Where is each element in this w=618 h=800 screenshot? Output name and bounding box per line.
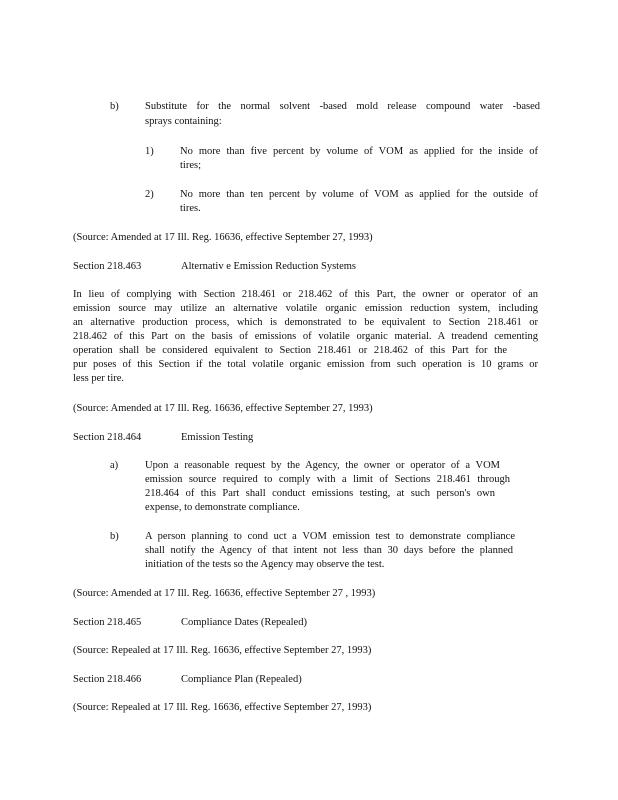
sub-item-2-line-1: No more than ten percent by volume of VOM as applied for the outside of (180, 189, 538, 200)
source-note-1: (Source: Amended at 17 Ill. Reg. 16636, effective September 27, 1993) (73, 232, 373, 243)
section-218-464-number: Section 218.464 (73, 432, 142, 443)
para-463-line-2: emission source may utilize an alternative volatile organic emission reduction system, including (73, 303, 538, 314)
item-a-line-2: emission source required to comply with a limit of Sections 218.461 through (145, 474, 510, 485)
section-218-466-title: Compliance Plan (Repealed) (181, 674, 302, 685)
item-b2-line-3: initiation of the tests so the Agency may observe the test. (145, 559, 385, 570)
item-a-label: a) (110, 460, 119, 471)
sub-item-2-label: 2) (145, 189, 154, 200)
source-note-4: (Source: Repealed at 17 Ill. Reg. 16636, effective September 27, 1993) (73, 645, 372, 656)
item-b-line-1: Substitute for the normal solvent -based mold release compound water -based (145, 101, 540, 112)
section-218-464-title: Emission Testing (181, 432, 254, 443)
item-a-line-1: Upon a reasonable request by the Agency, the owner or operator of a VOM (145, 460, 500, 471)
item-b-line-2: sprays containing: (145, 116, 222, 127)
section-218-466-number: Section 218.466 (73, 674, 142, 685)
para-463-line-4: 218.462 of this Part on the basis of emissions of volatile organic material. A treadend cementing (73, 331, 538, 342)
item-a-line-3: 218.464 of this Part shall conduct emissions testing, at such person's own (145, 488, 495, 499)
para-463-line-7: less per tire. (73, 373, 125, 384)
para-463-line-5: operation shall be considered equivalent to Section 218.461 or 218.462 of this Part for the (73, 345, 507, 356)
sub-item-1-label: 1) (145, 146, 154, 157)
source-note-5: (Source: Repealed at 17 Ill. Reg. 16636, effective September 27, 1993) (73, 702, 372, 713)
para-463-line-6: pur poses of this Section if the total volatile organic emission from such operation is 10 grams or (73, 359, 538, 370)
sub-item-1-line-1: No more than five percent by volume of VOM as applied for the inside of (180, 146, 538, 157)
item-b2-label: b) (110, 531, 119, 542)
item-b2-line-2: shall notify the Agency of that intent not less than 30 days before the planned (145, 545, 513, 556)
item-a-line-4: expense, to demonstrate compliance. (145, 502, 300, 513)
para-463-line-1: In lieu of complying with Section 218.461 or 218.462 of this Part, the owner or operator of an (73, 289, 538, 300)
section-218-465-title: Compliance Dates (Repealed) (181, 617, 307, 628)
source-note-2: (Source: Amended at 17 Ill. Reg. 16636, effective September 27, 1993) (73, 403, 373, 414)
sub-item-1-line-2: tires; (180, 160, 201, 171)
item-b2-line-1: A person planning to cond uct a VOM emission test to demonstrate compliance (145, 531, 515, 542)
section-218-463-title: Alternativ e Emission Reduction Systems (181, 261, 356, 272)
source-note-3: (Source: Amended at 17 Ill. Reg. 16636, effective September 27 , 1993) (73, 588, 376, 599)
item-b-label: b) (110, 101, 119, 112)
para-463-line-3: an alternative production process, which is demonstrated to be equivalent to Section 218.461 or (73, 317, 538, 328)
section-218-465-number: Section 218.465 (73, 617, 142, 628)
sub-item-2-line-2: tires. (180, 203, 201, 214)
section-218-463-number: Section 218.463 (73, 261, 142, 272)
